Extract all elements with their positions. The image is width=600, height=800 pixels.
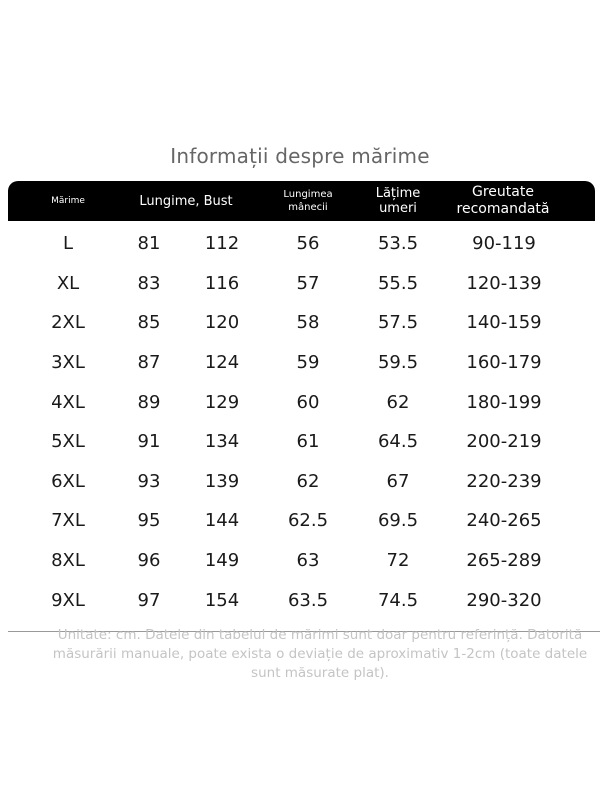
cell-shoulder: 62 xyxy=(386,391,410,413)
cell-weight: 90-119 xyxy=(472,233,536,255)
cell-weight: 290-320 xyxy=(466,589,542,611)
table-row xyxy=(8,541,595,581)
cell-sleeve: 62.5 xyxy=(287,510,329,532)
header-recommended-weight: Greutate recomandată xyxy=(456,184,550,217)
cell-size: XL xyxy=(56,272,80,294)
cell-size: 7XL xyxy=(51,510,85,532)
cell-size: 4XL xyxy=(51,391,85,413)
cell-size: 9XL xyxy=(51,589,85,611)
table-row xyxy=(8,382,595,422)
table-row xyxy=(8,224,595,264)
cell-sleeve: 57 xyxy=(296,272,320,294)
header-size: Mărime xyxy=(51,196,85,206)
cell-bust: 139 xyxy=(204,470,240,492)
cell-bust: 149 xyxy=(204,550,240,572)
cell-weight: 240-265 xyxy=(466,510,542,532)
cell-bust: 124 xyxy=(204,352,240,374)
cell-sleeve: 61 xyxy=(296,431,320,453)
cell-weight: 200-219 xyxy=(466,431,542,453)
cell-weight: 265-289 xyxy=(466,550,542,572)
header-length-bust: Lungime, Bust xyxy=(139,193,233,209)
cell-shoulder: 69.5 xyxy=(377,510,419,532)
cell-sleeve: 58 xyxy=(296,312,320,334)
cell-sleeve: 62 xyxy=(296,470,320,492)
cell-sleeve: 60 xyxy=(296,391,320,413)
cell-shoulder: 72 xyxy=(386,550,410,572)
cell-sleeve: 63 xyxy=(296,550,320,572)
table-row xyxy=(8,422,595,462)
cell-bust: 116 xyxy=(204,272,240,294)
cell-size: 2XL xyxy=(51,312,85,334)
table-row xyxy=(8,501,595,541)
cell-bust: 120 xyxy=(204,312,240,334)
cell-weight: 120-139 xyxy=(466,272,542,294)
cell-weight: 180-199 xyxy=(466,391,542,413)
cell-size: 6XL xyxy=(51,470,85,492)
cell-sleeve: 59 xyxy=(296,352,320,374)
cell-bust: 129 xyxy=(204,391,240,413)
cell-length: 87 xyxy=(137,352,161,374)
table-header xyxy=(8,181,595,221)
cell-bust: 134 xyxy=(204,431,240,453)
cell-shoulder: 55.5 xyxy=(377,272,419,294)
page-title: Informații despre mărime xyxy=(170,144,430,168)
cell-shoulder: 57.5 xyxy=(377,312,419,334)
cell-size: 8XL xyxy=(51,550,85,572)
cell-size: 5XL xyxy=(51,431,85,453)
cell-weight: 220-239 xyxy=(466,470,542,492)
cell-bust: 112 xyxy=(204,233,240,255)
header-shoulder-width: Lățime umeri xyxy=(375,186,421,216)
table-row xyxy=(8,462,595,502)
table-row xyxy=(8,264,595,304)
table-row xyxy=(8,303,595,343)
cell-length: 81 xyxy=(137,233,161,255)
size-table-body xyxy=(8,224,595,620)
cell-size: 3XL xyxy=(51,352,85,374)
cell-length: 96 xyxy=(137,550,161,572)
cell-bust: 144 xyxy=(204,510,240,532)
header-sleeve-length: Lungimea mânecii xyxy=(283,189,333,213)
cell-bust: 154 xyxy=(204,589,240,611)
cell-length: 89 xyxy=(137,391,161,413)
cell-shoulder: 64.5 xyxy=(377,431,419,453)
cell-sleeve: 56 xyxy=(296,233,320,255)
table-row xyxy=(8,343,595,383)
cell-length: 85 xyxy=(137,312,161,334)
cell-size: L xyxy=(62,233,74,255)
cell-length: 83 xyxy=(137,272,161,294)
table-row xyxy=(8,580,595,620)
cell-length: 95 xyxy=(137,510,161,532)
cell-weight: 160-179 xyxy=(466,352,542,374)
cell-length: 93 xyxy=(137,470,161,492)
cell-shoulder: 59.5 xyxy=(377,352,419,374)
measurement-note: Unitate: cm. Datele din tabelul de mărimi sunt doar pentru referință. Datorită măsurării manuale, poate exista o deviație de aproximativ 1-2cm (toate datele sunt măsurate plat). xyxy=(52,627,588,681)
cell-weight: 140-159 xyxy=(466,312,542,334)
cell-length: 91 xyxy=(137,431,161,453)
cell-shoulder: 74.5 xyxy=(377,589,419,611)
cell-shoulder: 53.5 xyxy=(377,233,419,255)
cell-length: 97 xyxy=(137,589,161,611)
cell-shoulder: 67 xyxy=(386,470,410,492)
cell-sleeve: 63.5 xyxy=(287,589,329,611)
